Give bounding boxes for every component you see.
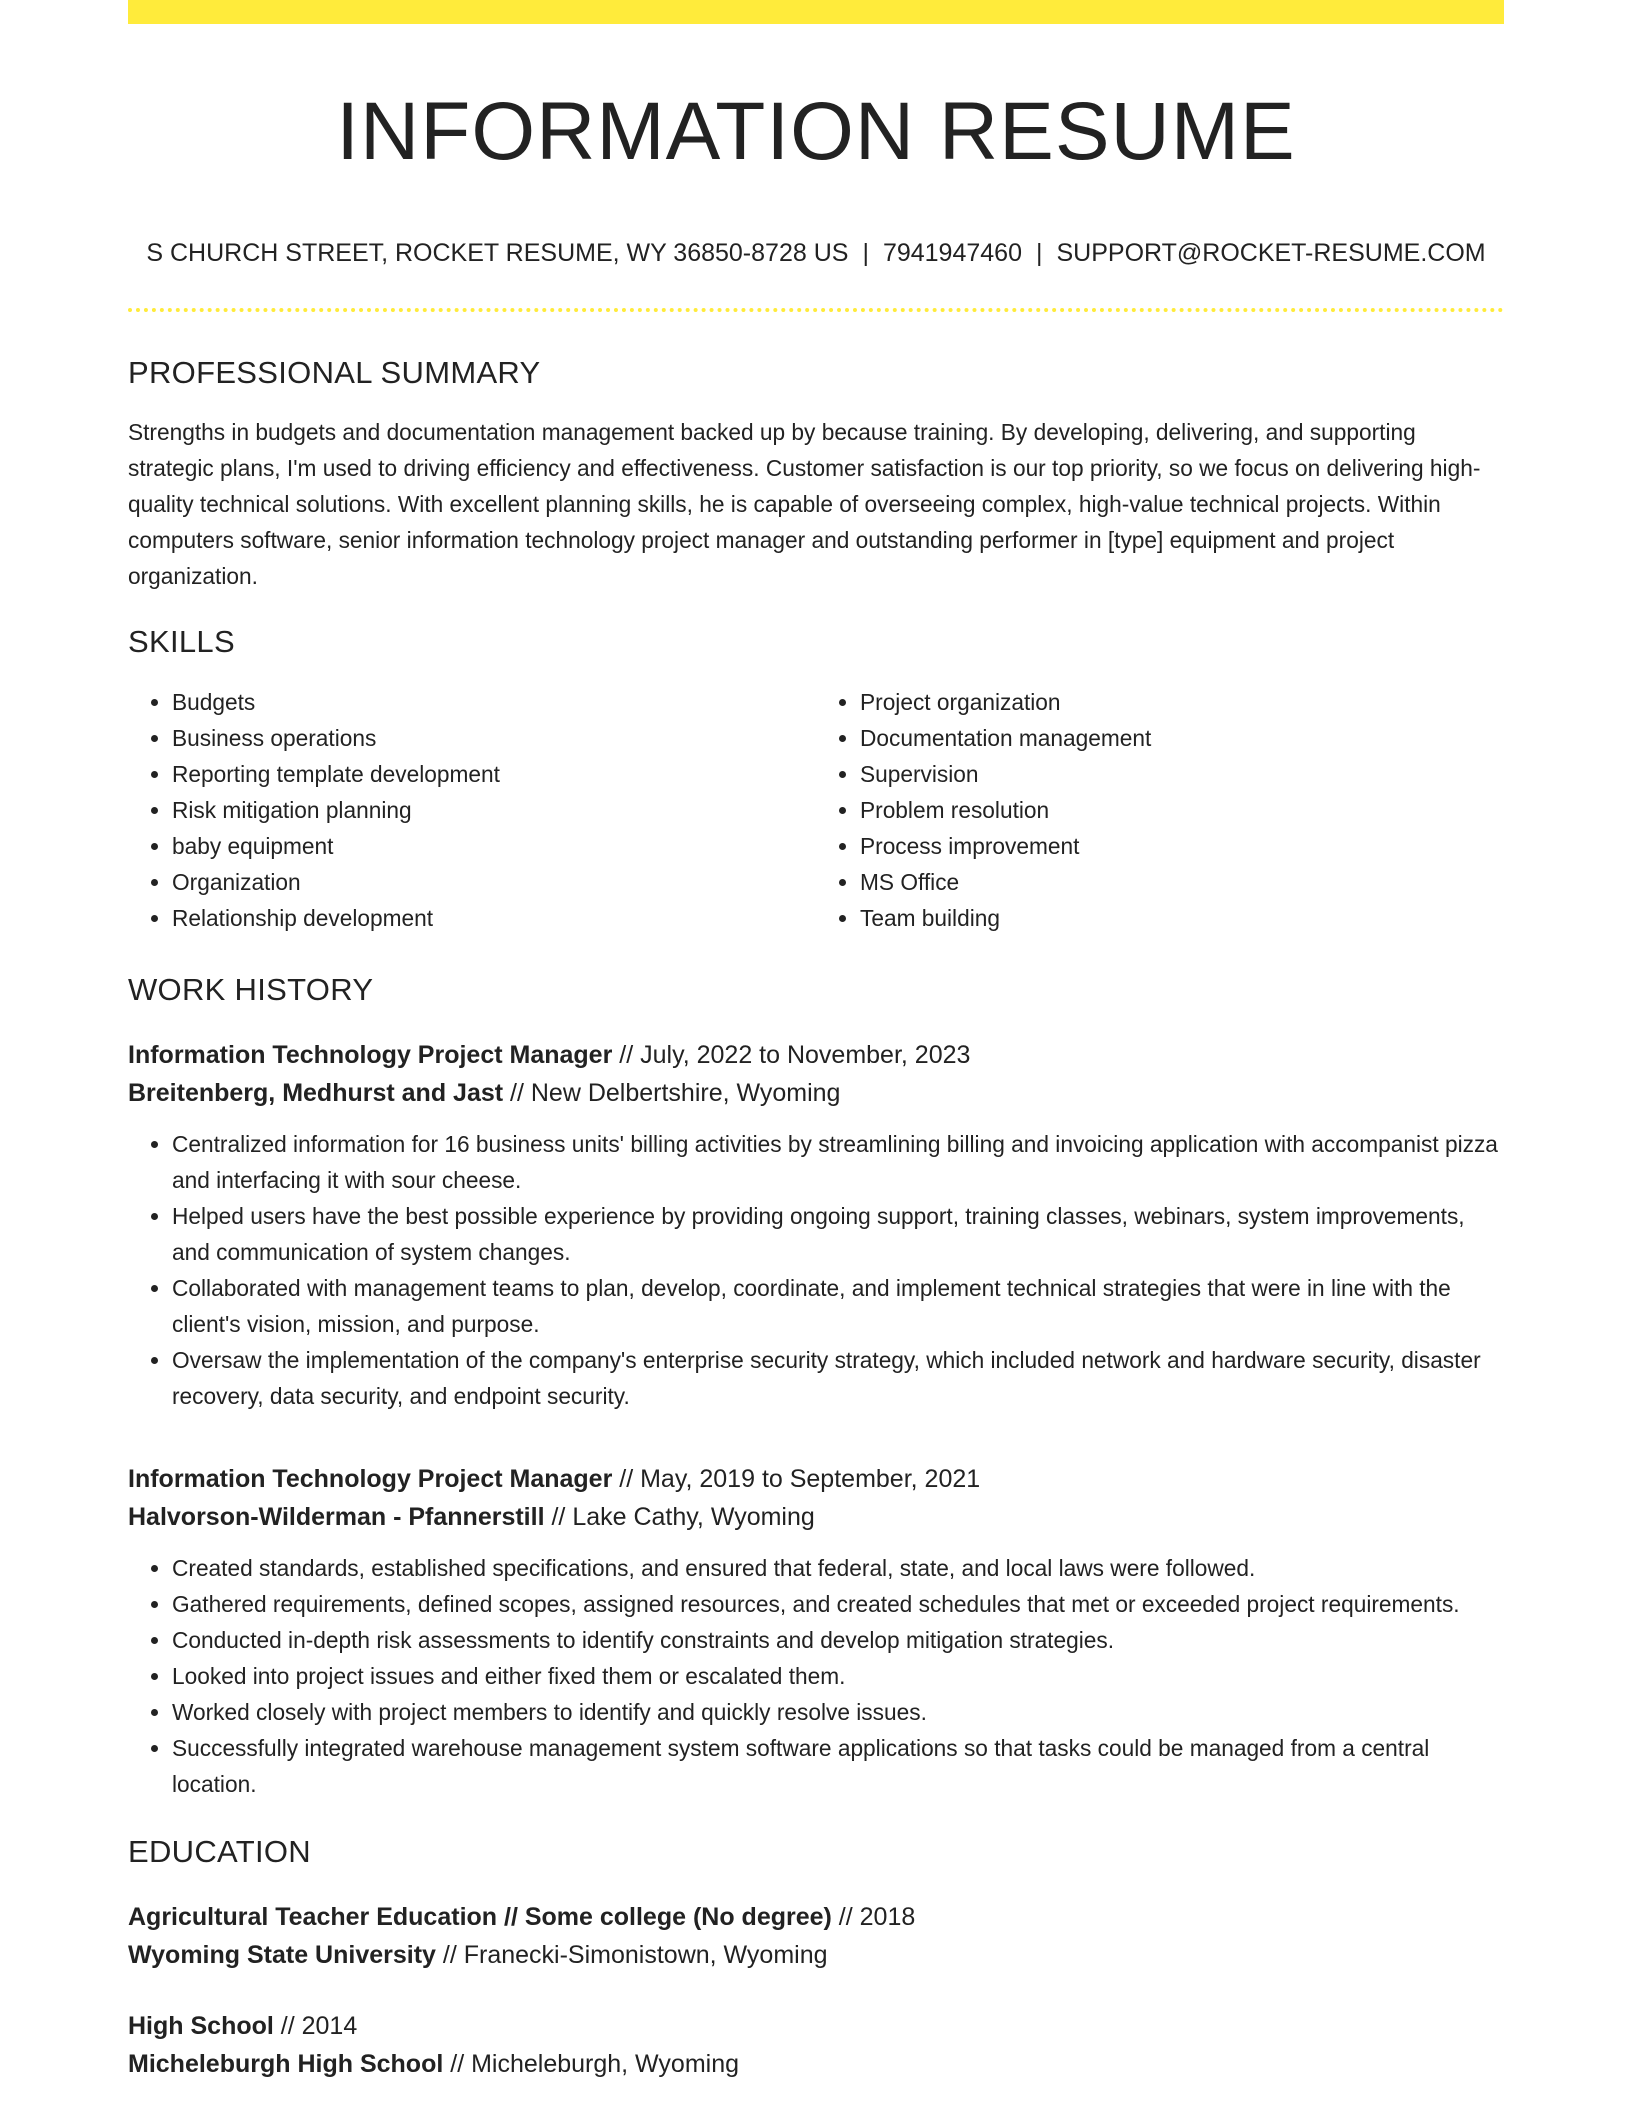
- skills-heading: SKILLS: [128, 624, 235, 659]
- education-year: // 2014: [273, 2012, 358, 2040]
- contact-separator: |: [862, 239, 869, 267]
- job-company-line: [128, 1498, 1504, 1536]
- contact-separator: |: [1035, 239, 1043, 267]
- contact-phone: 7941947460: [882, 239, 1022, 267]
- job-bullet: • Worked closely with project members to identify and quickly resolve issues.: [172, 1694, 1504, 1730]
- job-location: // New Delbertshire, Wyoming: [503, 1079, 841, 1107]
- job-role: Information Technology Project Manager: [128, 1465, 613, 1493]
- job-dates: // July, 2022 to November, 2023: [612, 1041, 971, 1069]
- skill-item: • Process improvement: [860, 828, 1504, 864]
- job-entry: [128, 1036, 1504, 1414]
- skill-item: • Team building: [860, 900, 1504, 936]
- header-divider: [128, 308, 1504, 312]
- job-bullet: • Successfully integrated warehouse management system software applications so that tasks could be managed from a central location.: [172, 1730, 1504, 1802]
- skills-list: [128, 684, 1504, 936]
- skills-column-right: [816, 684, 1504, 936]
- skills-column-left: [128, 684, 816, 936]
- education-degree-line: [128, 2007, 1504, 2045]
- skill-item: • Relationship development: [172, 900, 816, 936]
- education-heading: EDUCATION: [128, 1834, 311, 1869]
- contact-address: S CHURCH STREET, ROCKET RESUME, WY 36850-8728 US: [146, 239, 849, 267]
- education-entry: [128, 1898, 1504, 1974]
- job-company: Breitenberg, Medhurst and Jast: [128, 1079, 504, 1107]
- job-role: Information Technology Project Manager: [128, 1041, 613, 1069]
- job-bullets: [128, 1550, 1504, 1802]
- job-bullet: • Oversaw the implementation of the company's enterprise security strategy, which included network and hardware security, disaster recovery, data security, and endpoint security.: [172, 1342, 1504, 1414]
- education-year: // 2018: [831, 1903, 916, 1931]
- job-company: Halvorson-Wilderman - Pfannerstill: [128, 1503, 545, 1531]
- skill-item: • Risk mitigation planning: [172, 792, 816, 828]
- education-entry: [128, 2007, 1504, 2083]
- job-bullet: • Collaborated with management teams to plan, develop, coordinate, and implement technical strategies that were in line with the client's vision, mission, and purpose.: [172, 1270, 1504, 1342]
- skill-item: • Project organization: [860, 684, 1504, 720]
- job-bullet: • Created standards, established specifications, and ensured that federal, state, and local laws were followed.: [172, 1550, 1504, 1586]
- skill-item: • Organization: [172, 864, 816, 900]
- education-school-line: [128, 2045, 1504, 2083]
- skill-item: • Problem resolution: [860, 792, 1504, 828]
- job-title-line: [128, 1460, 1504, 1498]
- job-bullets: [128, 1126, 1504, 1414]
- job-bullet: • Conducted in-depth risk assessments to identify constraints and develop mitigation strategies.: [172, 1622, 1504, 1658]
- summary-heading: PROFESSIONAL SUMMARY: [128, 355, 541, 390]
- skill-item: • MS Office: [860, 864, 1504, 900]
- summary-text: Strengths in budgets and documentation management backed up by because training. By developing, delivering, and supporting strategic plans, I'm used to driving efficiency and effectiveness. Customer satisfaction is our top priority, so we focus on delivering high-quality technical solutions. With excellent planning skills, he is capable of overseeing complex, high-value technical projects. Within computers software, senior information technology project manager and outstanding performer in [type] equipment and project organization.: [128, 419, 1481, 589]
- job-bullet: • Gathered requirements, defined scopes, assigned resources, and created schedules that met or exceeded project requirements.: [172, 1586, 1504, 1622]
- skill-item: • Reporting template development: [172, 756, 816, 792]
- contact-line: [128, 238, 1504, 268]
- job-company-line: [128, 1074, 1504, 1112]
- education-school-line: [128, 1936, 1504, 1974]
- skill-item: • Supervision: [860, 756, 1504, 792]
- job-location: // Lake Cathy, Wyoming: [544, 1503, 815, 1531]
- education-school: Micheleburgh High School: [128, 2050, 444, 2078]
- contact-email: SUPPORT@ROCKET-RESUME.COM: [1056, 239, 1486, 267]
- job-title-line: [128, 1036, 1504, 1074]
- skill-item: • Budgets: [172, 684, 816, 720]
- resume-page: [128, 0, 1504, 2083]
- job-bullet: • Looked into project issues and either fixed them or escalated them.: [172, 1658, 1504, 1694]
- education-degree: High School: [128, 2012, 274, 2040]
- skill-item: • baby equipment: [172, 828, 816, 864]
- education-location: // Micheleburgh, Wyoming: [443, 2050, 740, 2078]
- education-degree: Agricultural Teacher Education // Some college (No degree): [128, 1903, 832, 1931]
- job-entry: [128, 1460, 1504, 1802]
- job-dates: // May, 2019 to September, 2021: [612, 1465, 981, 1493]
- education-school: Wyoming State University: [128, 1941, 436, 1969]
- education-location: // Franecki-Simonistown, Wyoming: [435, 1941, 828, 1969]
- education-degree-line: [128, 1898, 1504, 1936]
- resume-name: INFORMATION RESUME: [336, 86, 1296, 177]
- job-bullet: • Helped users have the best possible experience by providing ongoing support, training classes, webinars, system improvements, and communication of system changes.: [172, 1198, 1504, 1270]
- skill-item: • Business operations: [172, 720, 816, 756]
- work-history-heading: WORK HISTORY: [128, 972, 374, 1007]
- job-bullet: • Centralized information for 16 business units' billing activities by streamlining billing and invoicing application with accompanist pizza and interfacing it with sour cheese.: [172, 1126, 1504, 1198]
- skill-item: • Documentation management: [860, 720, 1504, 756]
- top-accent-bar: [128, 0, 1504, 24]
